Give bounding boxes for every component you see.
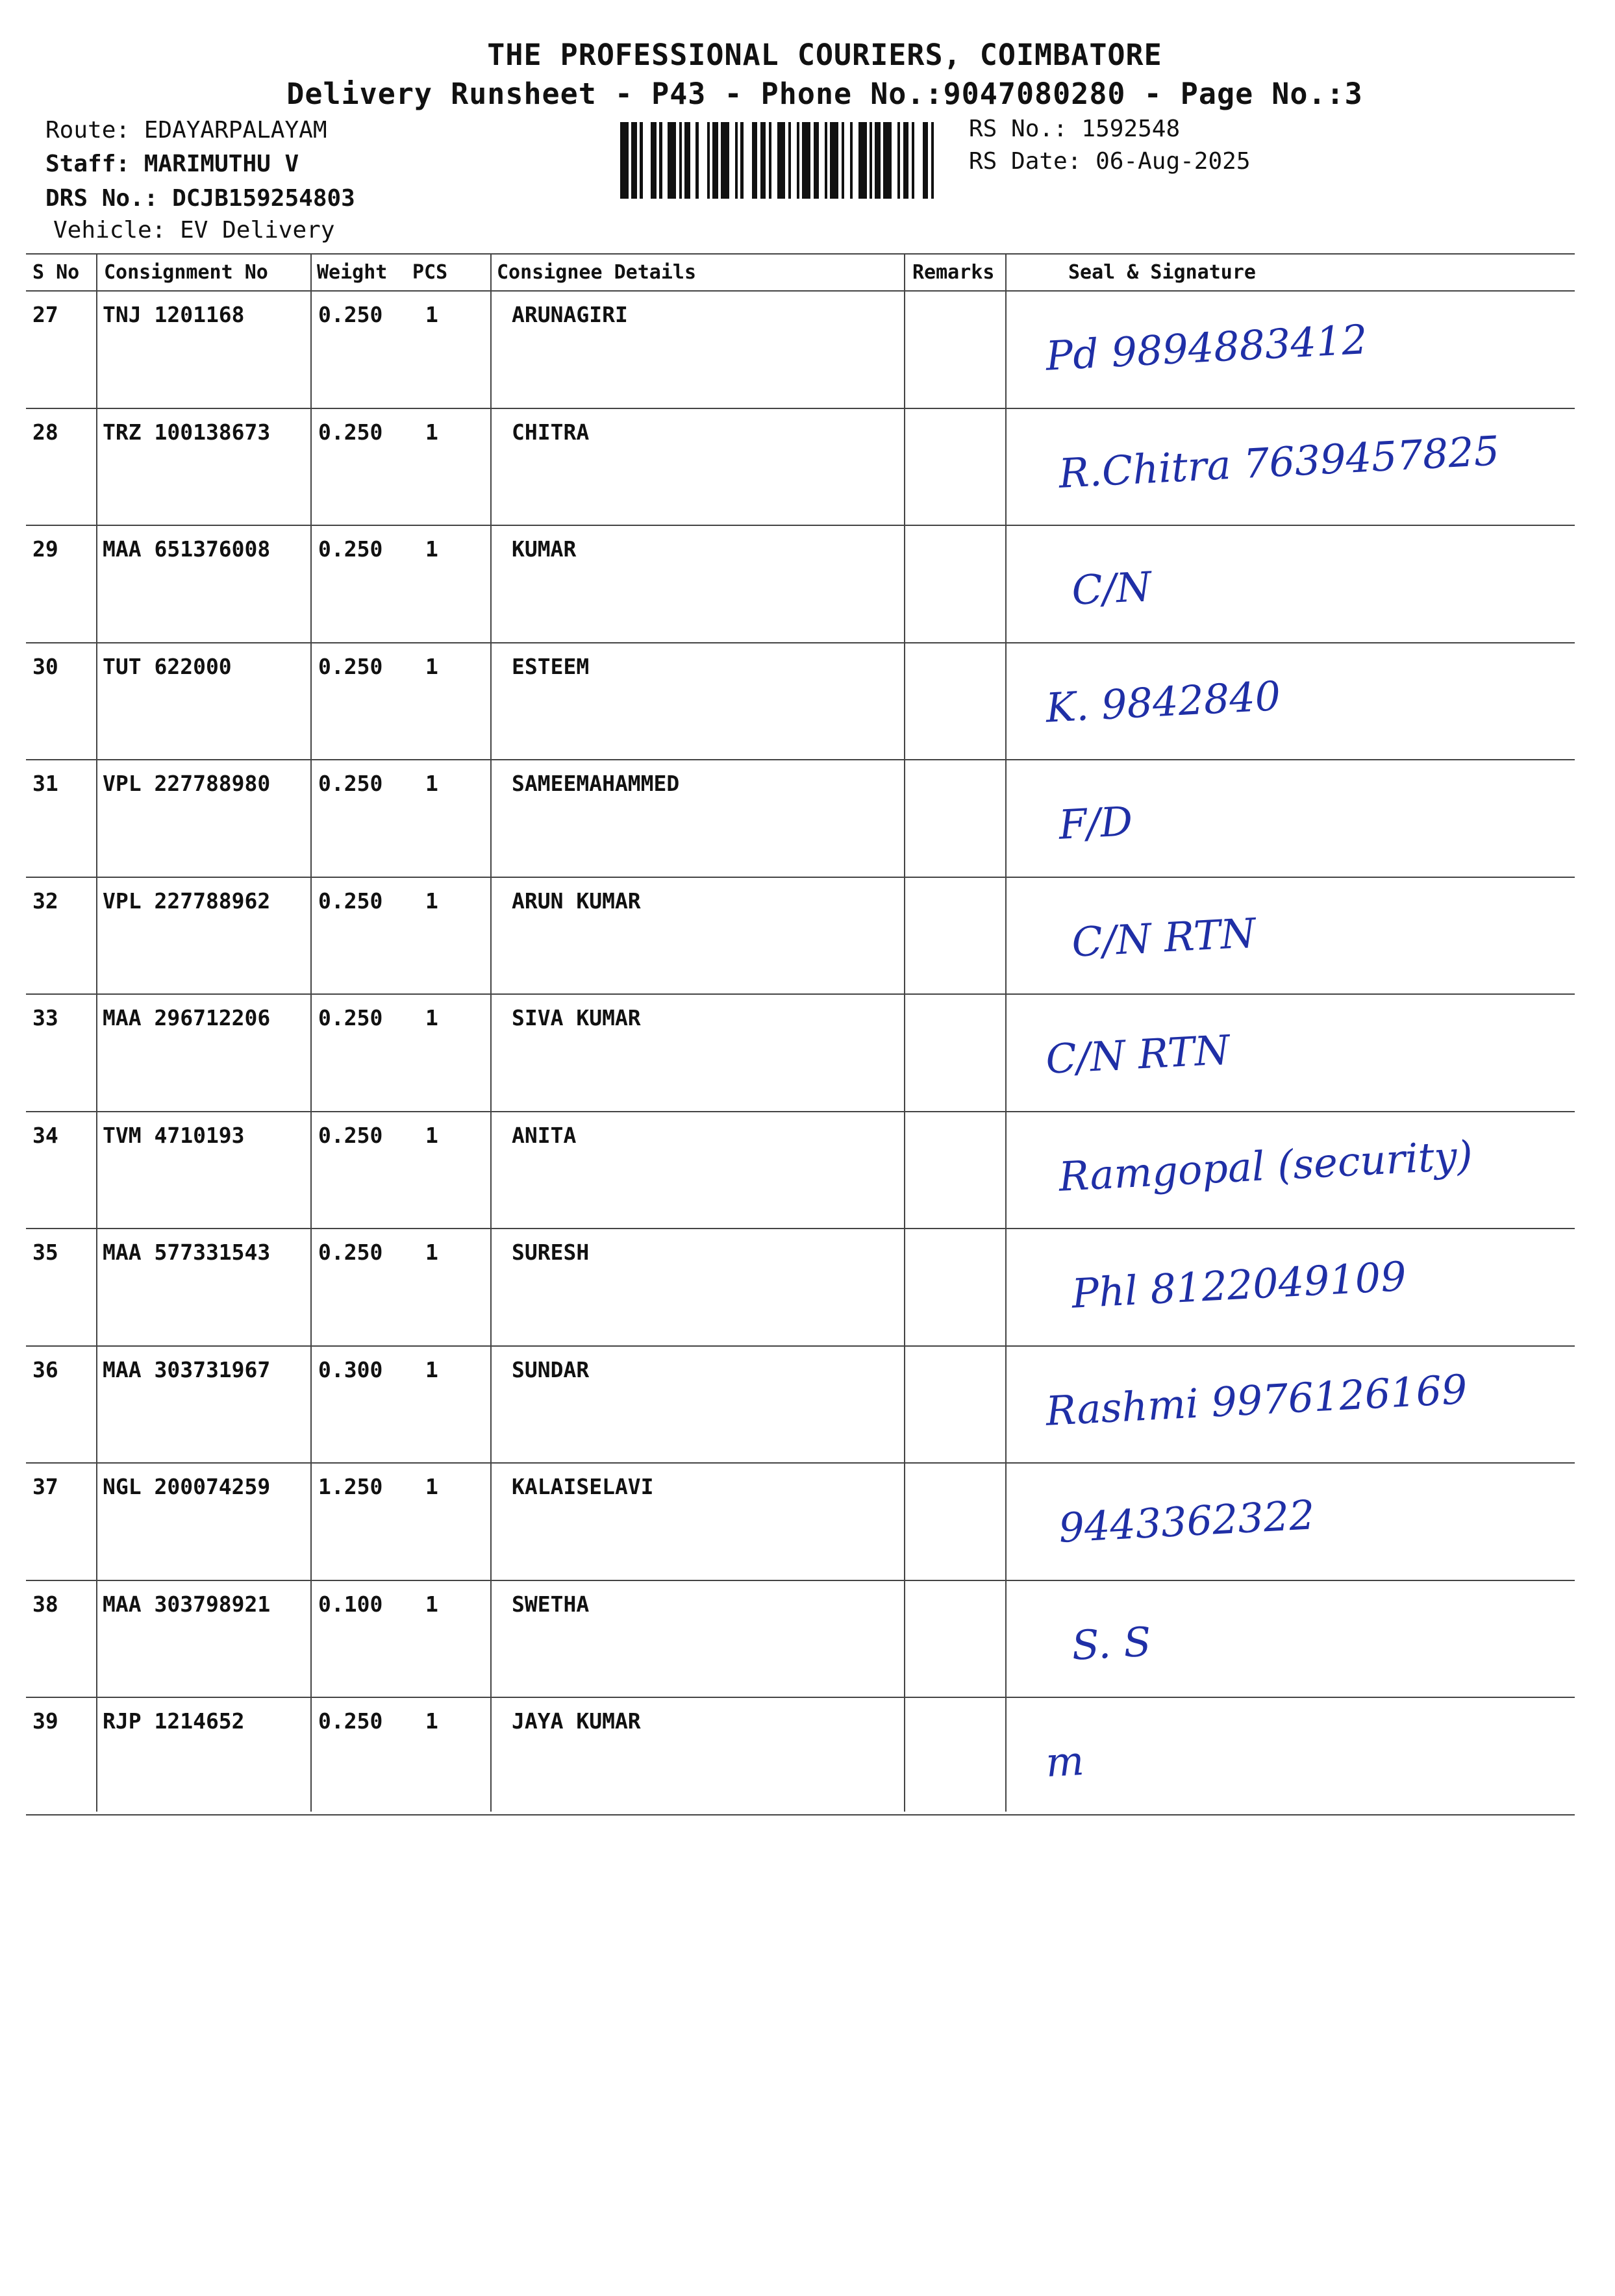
row-consignee: CHITRA [512, 419, 590, 445]
row-sno: 38 [32, 1591, 58, 1617]
col-header-seal: Seal & Signature [1068, 261, 1256, 284]
vehicle-line [53, 217, 335, 243]
row-consignee: ARUN KUMAR [512, 888, 641, 914]
row-divider [26, 877, 1575, 878]
row-signature: 9443362322 [1057, 1491, 1316, 1552]
row-pcs: 1 [425, 1474, 438, 1499]
row-consignee: ARUNAGIRI [512, 302, 628, 327]
row-pcs: 1 [425, 888, 438, 914]
row-sno: 27 [32, 302, 58, 327]
col-header-weight: Weight [317, 261, 388, 284]
row-weight: 0.250 [318, 1005, 383, 1030]
barcode [620, 122, 940, 199]
row-divider [26, 525, 1575, 526]
row-consignee: SWETHA [512, 1591, 590, 1617]
row-pcs: 1 [425, 1240, 438, 1265]
row-signature: K. 9842840 [1044, 671, 1282, 732]
row-consignment-no: TNJ 1201168 [103, 302, 245, 327]
col-divider [904, 253, 905, 1812]
col-header-consignment: Consignment No [104, 261, 268, 284]
row-signature: S. S [1070, 1617, 1153, 1669]
vehicle-label: Vehicle: [53, 217, 166, 243]
row-consignee: SAMEEMAHAMMED [512, 771, 680, 796]
row-weight: 0.250 [318, 1122, 383, 1148]
row-divider [26, 1697, 1575, 1698]
row-consignment-no: VPL 227788962 [103, 888, 271, 914]
row-pcs: 1 [425, 1005, 438, 1030]
row-sno: 31 [32, 771, 58, 796]
col-header-consignee: Consignee Details [497, 261, 697, 284]
row-divider [26, 408, 1575, 409]
drs-line [45, 185, 355, 212]
staff-label: Staff: [45, 151, 131, 177]
row-weight: 0.250 [318, 419, 383, 445]
row-signature: Ramgopal (security) [1057, 1131, 1474, 1201]
vehicle-value: EV Delivery [180, 217, 335, 243]
col-header-remarks: Remarks [912, 261, 995, 284]
row-consignment-no: RJP 1214652 [103, 1708, 245, 1734]
rs-date-label: RS Date: [969, 148, 1082, 175]
row-weight: 0.250 [318, 302, 383, 327]
row-pcs: 1 [425, 1356, 438, 1382]
row-weight: 0.250 [318, 888, 383, 914]
row-pcs: 1 [425, 771, 438, 796]
col-divider [96, 253, 97, 1812]
col-divider [490, 253, 492, 1812]
row-consignment-no: MAA 296712206 [103, 1005, 271, 1030]
row-weight: 0.250 [318, 771, 383, 796]
staff-value: MARIMUTHU V [144, 151, 299, 177]
row-pcs: 1 [425, 302, 438, 327]
row-weight: 0.250 [318, 1708, 383, 1734]
row-divider [26, 1345, 1575, 1347]
row-consignment-no: NGL 200074259 [103, 1474, 271, 1499]
row-pcs: 1 [425, 536, 438, 562]
row-divider [26, 1814, 1575, 1816]
table-top-rule [26, 253, 1575, 255]
row-consignment-no: MAA 303798921 [103, 1591, 271, 1617]
staff-line [45, 151, 299, 177]
row-signature: m [1044, 1736, 1086, 1786]
row-signature: F/D [1057, 797, 1134, 849]
row-consignment-no: TUT 622000 [103, 653, 232, 679]
row-pcs: 1 [425, 1708, 438, 1734]
row-consignment-no: TVM 4710193 [103, 1122, 245, 1148]
row-consignee: JAYA KUMAR [512, 1708, 641, 1734]
row-consignment-no: VPL 227788980 [103, 771, 271, 796]
row-weight: 0.250 [318, 653, 383, 679]
row-consignment-no: MAA 651376008 [103, 536, 271, 562]
rs-no-label: RS No.: [969, 116, 1068, 142]
row-consignment-no: MAA 577331543 [103, 1240, 271, 1265]
row-sno: 33 [32, 1005, 58, 1030]
col-divider [1005, 253, 1007, 1812]
row-pcs: 1 [425, 419, 438, 445]
col-header-sno: S No [32, 261, 80, 284]
row-divider [26, 642, 1575, 643]
row-divider [26, 1580, 1575, 1581]
row-pcs: 1 [425, 653, 438, 679]
row-sno: 29 [32, 536, 58, 562]
row-signature: C/N RTN [1044, 1026, 1231, 1083]
row-signature: C/N [1070, 562, 1153, 614]
row-weight: 0.100 [318, 1591, 383, 1617]
row-consignee: ESTEEM [512, 653, 590, 679]
row-signature: Pd 9894883412 [1044, 316, 1369, 380]
runsheet-subtitle: Delivery Runsheet - P43 - Phone No.:9047080280 - Page No.:3 [286, 77, 1363, 111]
row-signature: R.Chitra 7639457825 [1057, 426, 1501, 497]
row-weight: 0.250 [318, 536, 383, 562]
row-consignee: KALAISELAVI [512, 1474, 654, 1499]
row-weight: 0.300 [318, 1356, 383, 1382]
row-divider [26, 759, 1575, 760]
row-sno: 36 [32, 1356, 58, 1382]
col-header-pcs: PCS [412, 261, 448, 284]
row-divider [26, 993, 1575, 995]
rs-no-line [969, 116, 1180, 142]
route-value: EDAYARPALAYAM [144, 117, 327, 144]
table-header-rule [26, 290, 1575, 292]
row-divider [26, 1462, 1575, 1464]
row-signature: Phl 8122049109 [1070, 1252, 1408, 1317]
row-signature: Rashmi 9976126169 [1044, 1365, 1469, 1435]
rs-no-value: 1592548 [1081, 116, 1181, 142]
row-consignee: SIVA KUMAR [512, 1005, 641, 1030]
row-sno: 39 [32, 1708, 58, 1734]
row-sno: 34 [32, 1122, 58, 1148]
row-sno: 32 [32, 888, 58, 914]
col-divider [310, 253, 312, 1812]
row-pcs: 1 [425, 1122, 438, 1148]
row-weight: 1.250 [318, 1474, 383, 1499]
row-sno: 30 [32, 653, 58, 679]
row-weight: 0.250 [318, 1240, 383, 1265]
row-consignee: KUMAR [512, 536, 577, 562]
row-consignee: SUNDAR [512, 1356, 590, 1382]
row-divider [26, 1228, 1575, 1229]
route-line [45, 117, 327, 144]
rs-date-value: 06-Aug-2025 [1095, 148, 1251, 175]
row-sno: 35 [32, 1240, 58, 1265]
row-consignment-no: TRZ 100138673 [103, 419, 271, 445]
row-sno: 28 [32, 419, 58, 445]
drs-value: DCJB159254803 [172, 185, 355, 212]
row-consignee: SURESH [512, 1240, 590, 1265]
row-signature: C/N RTN [1070, 908, 1257, 966]
row-pcs: 1 [425, 1591, 438, 1617]
row-sno: 37 [32, 1474, 58, 1499]
company-title: THE PROFESSIONAL COURIERS, COIMBATORE [487, 38, 1162, 72]
route-label: Route: [45, 117, 131, 144]
row-divider [26, 1111, 1575, 1112]
drs-label: DRS No.: [45, 185, 158, 212]
row-consignee: ANITA [512, 1122, 577, 1148]
row-consignment-no: MAA 303731967 [103, 1356, 271, 1382]
rs-date-line [969, 148, 1251, 175]
